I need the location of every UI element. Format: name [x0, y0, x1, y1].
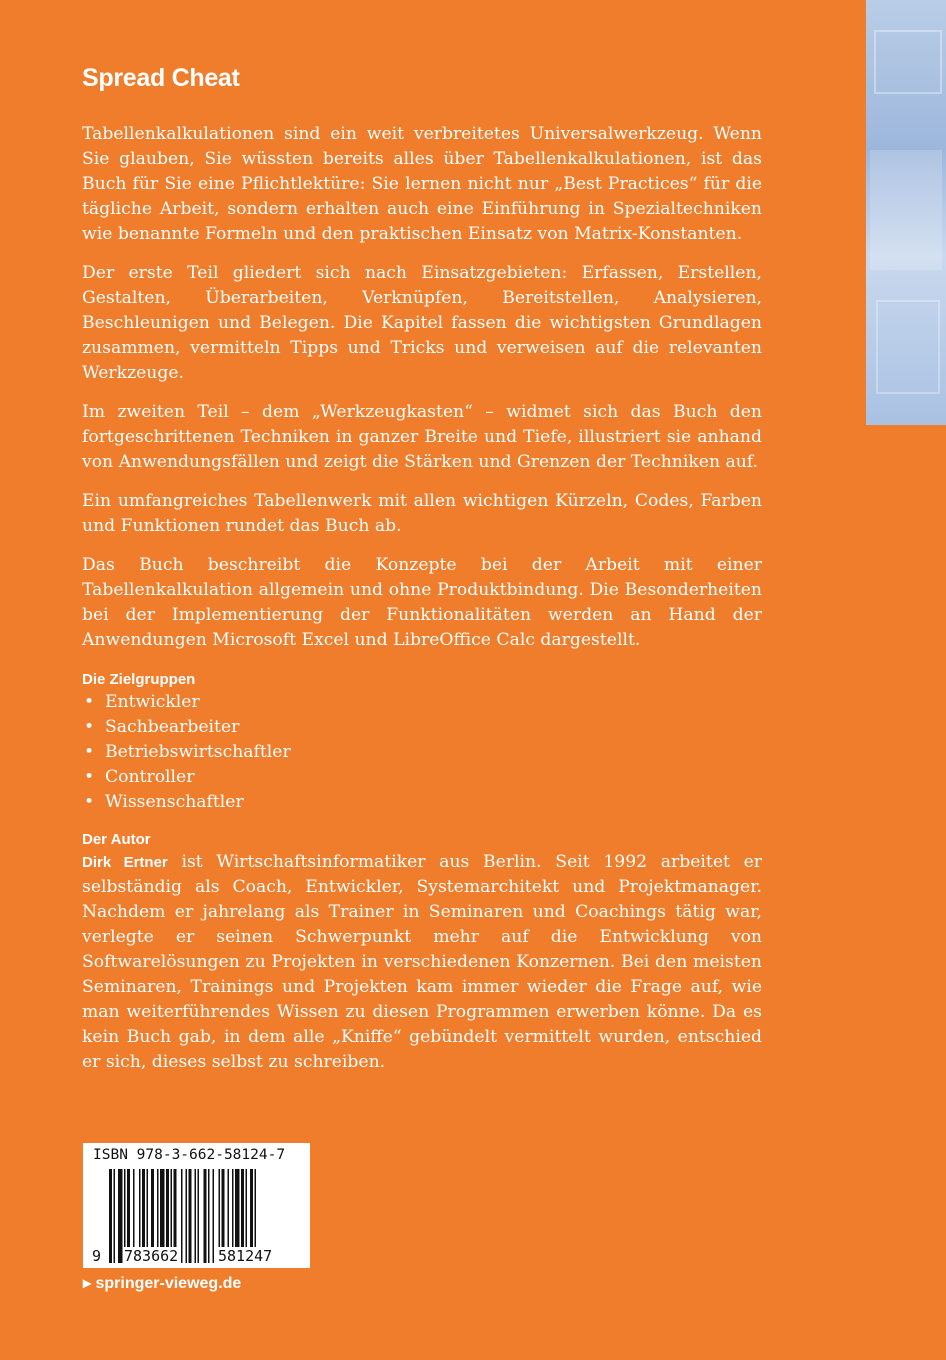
paragraph-1: Tabellenkalkulationen sind ein weit verbreitetes Universalwerkzeug. Wenn Sie glauben, Sie wüssten bereits alles über Tabellenkalkulationen, ist das Buch für Sie eine Pflichtlektüre: Sie lernen nicht nur „Best Practices“ für die tägliche Arbeit, sondern erhalten auch eine Einführung in Spezialtechniken wie benannte Formeln und den praktischen Einsatz von Matrix-Konstanten. [82, 124, 762, 244]
back-cover-text [82, 64, 762, 1089]
publisher-link[interactable]: ▸ springer-vieweg.de [83, 1275, 242, 1292]
paragraph-3: Im zweiten Teil – dem „Werkzeugkasten“ – widmet sich das Buch den fortgeschrittenen Techniken in ganzer Breite und Tiefe, illustriert sie anhand von Anwendungsfällen und zeigt die Stärken und Grenzen der Techniken auf. [82, 402, 762, 472]
cover-image-strip [866, 0, 946, 425]
list-item: • Wissenschaftler [82, 790, 762, 815]
strip-decoration [874, 30, 942, 94]
strip-decoration [876, 300, 940, 394]
author-bio [82, 850, 762, 1075]
author-name: Dirk Ertner [82, 854, 168, 871]
target-groups-list [82, 690, 762, 815]
target-groups-heading: Die Zielgruppen [82, 671, 196, 688]
paragraph-5: Das Buch beschreibt die Konzepte bei der Arbeit mit einer Tabellenkalkulation allgemein und ohne Produktbindung. Die Besonderheiten bei der Implementierung der Funktionalitäten werden an Hand der Anwendungen Microsoft Excel und LibreOffice Calc dargestellt. [82, 555, 762, 650]
list-item: • Entwickler [82, 690, 762, 715]
isbn-number: ISBN 978-3-662-58124-7 [93, 1147, 286, 1163]
book-title: Spread Cheat [82, 64, 240, 92]
isbn-barcode [83, 1143, 310, 1268]
list-item: • Betriebswirtschaftler [82, 740, 762, 765]
website-text[interactable]: springer-vieweg.de [95, 1275, 242, 1292]
barcode-digit-lead: 9 [92, 1247, 102, 1265]
barcode-digits-left: 783662 [124, 1247, 179, 1265]
list-item: • Controller [82, 765, 762, 790]
author-heading: Der Autor [82, 831, 151, 848]
barcode-digits-right: 581247 [218, 1247, 273, 1265]
author-bio-text: ist Wirtschaftsinformatiker aus Berlin. Seit 1992 arbeitet er selbständig als Coach, Entwickler, Systemarchitekt und Projektmanager. Nachdem er jahrelang als Trainer in Seminaren und Coachings tätig war, verlegte er seinen Schwerpunkt mehr auf die Entwicklung von Softwarelösungen zu Projekten in verschiedenen Konzernen. Bei den meisten Seminaren, Trainings und Projekten kam immer wieder die Frage auf, wie man weiterführendes Wissen zu diesen Programmen erwerben könne. Da es kein Buch gab, in dem alle „Kniffe“ gebündelt vermittelt wurden, entschied er sich, dieses selbst zu schreiben. [82, 852, 763, 1072]
paragraph-2: Der erste Teil gliedert sich nach Einsatzgebieten: Erfassen, Erstellen, Gestalten, Überarbeiten, Verknüpfen, Bereitstellen, Analysieren, Beschleunigen und Belegen. Die Kapitel fassen die wichtigsten Grundlagen zusammen, vermitteln Tipps und Tricks und verweisen auf die relevanten Werkzeuge. [82, 263, 762, 383]
strip-decoration [870, 150, 942, 270]
list-item: • Sachbearbeiter [82, 715, 762, 740]
barcode-digits [83, 1247, 310, 1267]
paragraph-4: Ein umfangreiches Tabellenwerk mit allen wichtigen Kürzeln, Codes, Farben und Funktionen rundet das Buch ab. [82, 491, 762, 536]
